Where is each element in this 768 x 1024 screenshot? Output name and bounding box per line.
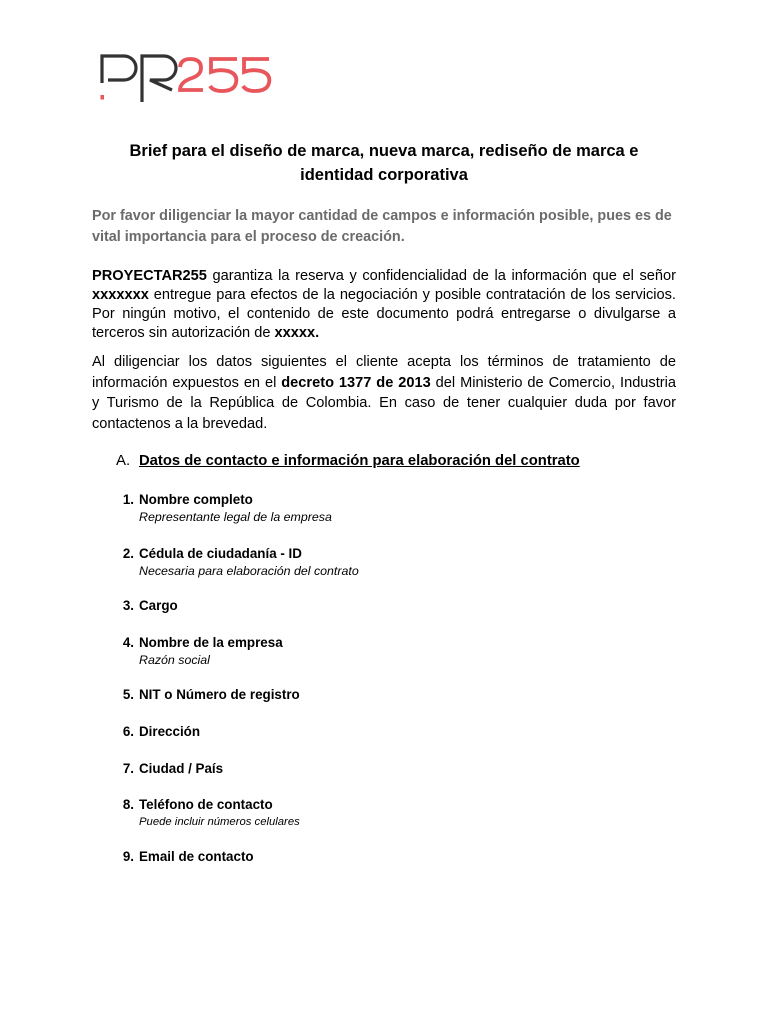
item-number: 9.: [122, 849, 134, 864]
item-number: 2.: [122, 546, 134, 561]
item-label: Teléfono de contacto: [139, 797, 273, 812]
item-label: Email de contacto: [139, 849, 254, 864]
intro-note: Por favor diligenciar la mayor cantidad de campos e información posible, pues es de vital importancia para el proceso de creación.: [92, 208, 672, 245]
item-label: Nombre completo: [139, 492, 253, 507]
item-number: 3.: [122, 598, 134, 613]
client-placeholder: xxxxxxx: [92, 287, 149, 303]
item-number: 7.: [122, 761, 134, 776]
item-label: Cargo: [139, 598, 178, 613]
logo-letters-pr: [102, 56, 176, 102]
item-label: Nombre de la empresa: [139, 635, 283, 650]
confidentiality-text-a: garantiza la reserva y confidencialidad de la información que el señor: [206, 268, 676, 284]
item-number: 8.: [122, 797, 134, 812]
section-letter: A.: [116, 452, 131, 469]
item-number: 5.: [122, 687, 134, 702]
logo-digits-255: [180, 59, 269, 91]
title-line-2: identidad corporativa: [300, 166, 468, 184]
treatment-text-b: del Ministerio de Comercio, Industria y Turismo de la República de Colombia. En caso de tener cualquier duda por favor contactenos a la brevedad.: [92, 374, 676, 432]
item-note: Razón social: [139, 653, 210, 667]
item-label: NIT o Número de registro: [139, 687, 300, 702]
item-note: Representante legal de la empresa: [139, 510, 332, 524]
logo-dot: [101, 95, 105, 100]
section-title: Datos de contacto e información para elaboración del contrato: [139, 453, 580, 469]
item-note: Puede incluir números celulares: [139, 816, 300, 828]
section-a-heading: [116, 452, 580, 469]
item-number: 1.: [122, 492, 134, 507]
item-label: Dirección: [139, 724, 201, 739]
item-note: Necesaria para elaboración del contrato: [139, 564, 359, 578]
authorization-placeholder: xxxxx.: [274, 325, 320, 341]
item-number: 4.: [122, 635, 134, 650]
item-label: Ciudad / País: [139, 761, 224, 776]
confidentiality-paragraph: [92, 267, 676, 343]
item-number: 6.: [122, 724, 134, 739]
company-name: PROYECTAR255: [92, 268, 207, 284]
document-title: [96, 139, 672, 187]
confidentiality-text-b: entregue para efectos de la negociación y posible contratación de los servicios. Por ningún motivo, el contenido de este documento podrá entregarse o divulgarse a terceros sin autorización de: [92, 287, 676, 341]
pr255-logo: [100, 50, 275, 102]
data-treatment-paragraph: [92, 352, 676, 434]
item-label: Cédula de ciudadanía - ID: [139, 546, 302, 561]
treatment-text-a: Al diligenciar los datos siguientes el cliente acepta los términos de tratamiento de información expuestos en el: [92, 354, 676, 391]
title-line-1: Brief para el diseño de marca, nueva marca, rediseño de marca e: [129, 142, 639, 160]
decree-reference: decreto 1377 de 2013: [281, 374, 431, 391]
